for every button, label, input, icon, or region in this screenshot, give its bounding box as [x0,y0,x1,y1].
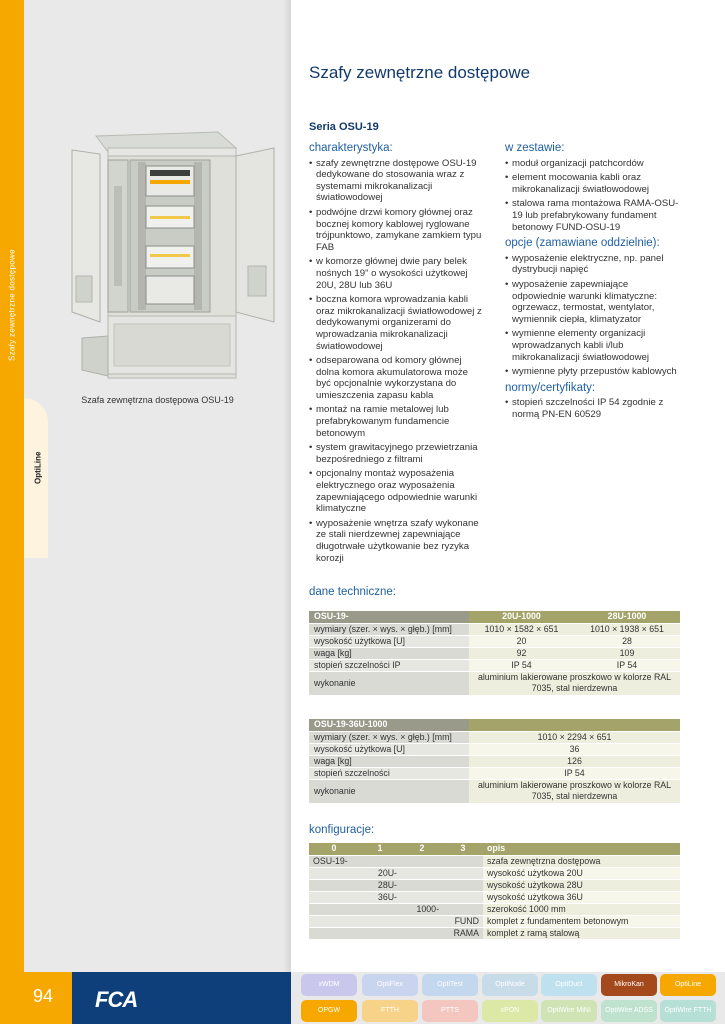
row-value: 1010 × 1938 × 651 [574,623,680,635]
row-label: waga [kg] [309,755,469,767]
config-cell [401,891,443,903]
config-cell: OSU-19- [309,855,359,867]
row-value: aluminium lakierowane proszkowo w kolorze RAL 7035, stal nierdzewna [469,779,680,803]
table-row [309,891,680,903]
tech-table-2 [309,719,680,804]
kit-heading: w zestawie: [505,142,565,154]
config-cell [309,879,359,891]
row-label: stopień szczelności [309,767,469,779]
config-cell [359,927,401,939]
row-value: IP 54 [469,659,574,671]
table-header-cell: 2 [401,843,443,855]
row-value: aluminium lakierowane proszkowo w kolorze RAL 7035, stal nierdzewna [469,671,680,695]
nav-optiduct[interactable]: OptiDuct [541,974,597,996]
nav-opgw[interactable]: OPGW [301,1000,357,1022]
row-label: wykonanie [309,671,469,695]
config-desc: wysokość użytkowa 28U [483,879,680,891]
config-cell [309,867,359,879]
table-header-cell: 0 [309,843,359,855]
config-cell [401,867,443,879]
list-item: • moduł organizacji patchcordów [505,158,680,170]
row-label: wysokość użytkowa [U] [309,743,469,755]
list-item: • wyposażenie wnętrza szafy wykonane ze stali nierdzewnej zapewniające długotrwałe użytkowanie bez ryzyka korozji [309,518,484,564]
row-value: 28 [574,635,680,647]
table-row [309,779,680,803]
norms-list [505,397,680,420]
config-cell [443,879,483,891]
table-row [309,915,680,927]
table-header [309,611,680,623]
page-title: Szafy zewnętrzne dostępowe [309,63,531,82]
table-header-cell: 28U-1000 [574,611,680,623]
list-item: • podwójne drzwi komory głównej oraz bocznej komory kablowej ryglowane trójpunktowo, zamykane zamkiem typu FAB [309,207,484,253]
list-item: • boczna komora wprowadzania kabli oraz mikrokanalizacji światłowodowej z dedykowanymi organizerami do wprowadzania mikrokanalizacji światłowodowej [309,294,484,352]
config-cell [359,855,401,867]
series-title: Seria OSU-19 [309,121,379,133]
table-row [309,755,680,767]
table-row [309,879,680,891]
features-column [309,143,484,567]
table-header [309,719,680,731]
kit-list [505,158,680,234]
row-value: 1010 × 2294 × 651 [469,731,680,743]
list-item: • odseparowana od komory głównej dolna komora akumulatorowa może być opcjonalnie wykorzystana do umieszczenia zapasu kabla [309,355,484,401]
config-desc: szafa zewnętrzna dostępowa [483,855,680,867]
config-cell [443,891,483,903]
table-header [309,843,680,855]
table-row [309,623,680,635]
nav-xwdm[interactable]: xWDM [301,974,357,996]
nav-optiline[interactable]: OptiLine [660,974,716,996]
config-cell [443,867,483,879]
list-item: • szafy zewnętrzne dostępowe OSU-19 dedykowane do stosowania wraz z systemami mikrokanalizacji światłowodowej [309,158,484,204]
list-item: • stalowa rama montażowa RAMA-OSU-19 lub prefabrykowany fundament betonowy FUND-OSU-19 [505,198,680,233]
config-cell [401,915,443,927]
tech-data-heading: dane techniczne: [309,586,396,598]
row-label: waga [kg] [309,647,469,659]
list-item: • wymienne płyty przepustów kablowych [505,366,680,378]
side-label: Szafy zewnętrzne dostępowe [7,249,17,361]
config-cell [309,891,359,903]
config-cell: 36U- [359,891,401,903]
table-row [309,743,680,755]
image-caption: Szafa zewnętrzna dostępowa OSU-19 [81,395,234,405]
table-header-cell: opis [483,843,680,855]
table-row [309,647,680,659]
config-desc: wysokość użytkowa 36U [483,891,680,903]
side-rail [0,0,24,1024]
table-header-cell [469,719,680,731]
list-item: • montaż na ramie metalowej lub prefabrykowanym fundamencie betonowym [309,404,484,439]
row-label: stopień szczelności IP [309,659,469,671]
config-cell: 1000- [401,903,443,915]
options-list [505,253,680,378]
config-desc: komplet z fundamentem betonowym [483,915,680,927]
nav-optitest[interactable]: OptiTest [422,974,478,996]
table-header-cell: OSU-19- [309,611,469,623]
row-value: 92 [469,647,574,659]
norms-heading: normy/certyfikaty: [505,381,596,394]
config-cell [309,915,359,927]
nav-optiflex[interactable]: OptiFlex [362,974,418,996]
config-cell: 28U- [359,879,401,891]
config-cell [401,879,443,891]
kit-column [505,143,680,423]
row-value: 20 [469,635,574,647]
brand-logo: FCA [95,987,138,1012]
page-number: 94 [33,986,54,1006]
config-cell: FUND [443,915,483,927]
table-row [309,867,680,879]
table-row [309,927,680,939]
page-number-box [24,972,72,1024]
config-desc: szerokość 1000 mm [483,903,680,915]
nav-mikrokan[interactable]: MikroKan [601,974,657,996]
config-desc: komplet z ramą stalową [483,927,680,939]
nav-optiwire-adss[interactable]: OptiWire ADSS [601,1000,657,1022]
config-cell [309,927,359,939]
list-item: • wymienne elementy organizacji wprowadzanych kabli i/lub mikrokanalizacji światłowodowej [505,328,680,363]
tech-table-1 [309,611,680,696]
table-row [309,903,680,915]
features-heading: charakterystyka: [309,142,393,154]
table-row [309,659,680,671]
config-cell [359,915,401,927]
row-value: IP 54 [469,767,680,779]
nav-xpon[interactable]: xPON [482,1000,538,1022]
config-cell [309,903,359,915]
list-item: • wyposażenie zapewniające odpowiednie warunki klimatyczne: ogrzewacz, termostat, wentylator, wymiennik ciepła, klimatyzator [505,279,680,325]
table-row [309,635,680,647]
row-value: IP 54 [574,659,680,671]
table-header-cell: 1 [359,843,401,855]
config-cell [359,903,401,915]
nav-ftth[interactable]: FTTH [362,1000,418,1022]
config-cell [443,903,483,915]
config-cell [401,855,443,867]
config-heading: konfiguracje: [309,824,375,836]
table-header-cell: 3 [443,843,483,855]
cabinet-illustration [68,126,278,386]
row-label: wysokość użytkowa [U] [309,635,469,647]
nav-optiwire-mini[interactable]: OptiWire MiNI [541,1000,597,1022]
table-header-cell: OSU-19-36U-1000 [309,719,469,731]
features-list [309,158,484,565]
row-value: 126 [469,755,680,767]
list-item: • element mocowania kabli oraz mikrokanalizacji światłowodowej [505,172,680,195]
nav-optiwire-ftth[interactable]: OptiWire FTTH [660,1000,716,1022]
list-item: • stopień szczelności IP 54 zgodnie z normą PN-EN 60529 [505,397,680,420]
row-value: 36 [469,743,680,755]
config-cell: RAMA [443,927,483,939]
list-item: • w komorze głównej dwie pary belek nośnych 19" o wysokości użytkowej 20U, 28U lub 36U [309,256,484,291]
config-cell [443,855,483,867]
section-tab-label: OptiLine [33,451,43,485]
list-item: • system grawitacyjnego przewietrzania bezpośredniego z filtrami [309,442,484,465]
config-cell: 20U- [359,867,401,879]
config-table [309,843,680,940]
table-row [309,731,680,743]
list-item: • wyposażenie elektryczne, np. panel dystrybucji napięć [505,253,680,276]
table-header-cell: 20U-1000 [469,611,574,623]
config-cell [401,927,443,939]
table-row [309,855,680,867]
options-heading: opcje (zamawiane oddzielnie): [505,237,660,250]
config-desc: wysokość użytkowa 20U [483,867,680,879]
table-row [309,767,680,779]
nav-optinode[interactable]: OptiNode [482,974,538,996]
nav-ptts[interactable]: PTTS [422,1000,478,1022]
panel-shadow [283,0,291,972]
row-value: 109 [574,647,680,659]
row-value: 1010 × 1582 × 651 [469,623,574,635]
row-label: wymiary (szer. × wys. × głęb.) [mm] [309,623,469,635]
row-label: wykonanie [309,779,469,803]
list-item: • opcjonalny montaż wyposażenia elektrycznego oraz wyposażenia zapewniającego odpowiednie warunki klimatyczne [309,468,484,514]
table-row [309,671,680,695]
row-label: wymiary (szer. × wys. × głęb.) [mm] [309,731,469,743]
